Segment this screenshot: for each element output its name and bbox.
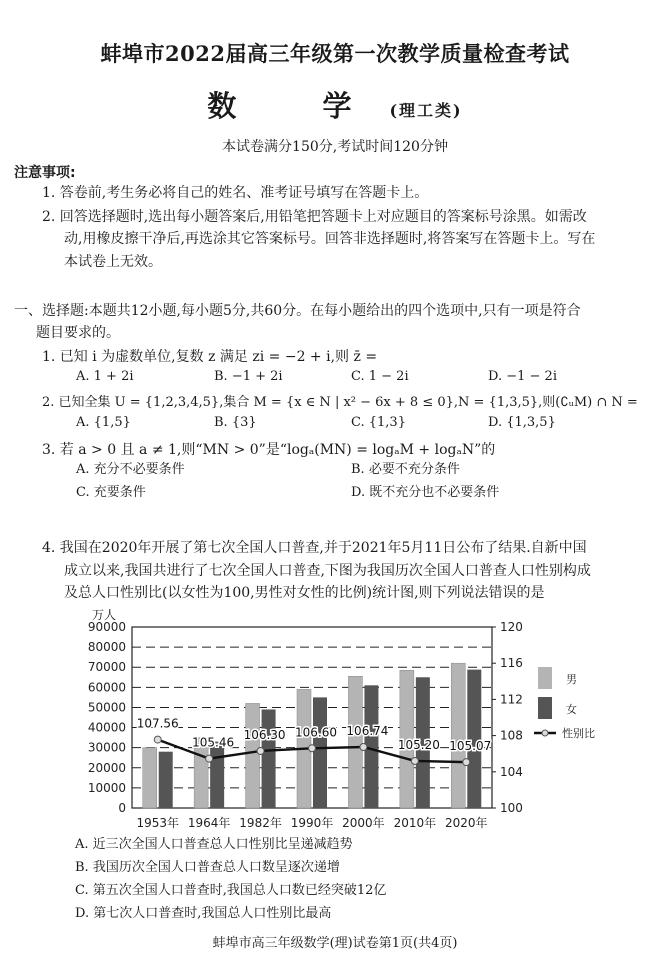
question-2-options bbox=[76, 414, 662, 432]
ratio-label: 107.56 bbox=[136, 716, 179, 731]
x-tick-label: 1982年 bbox=[239, 816, 282, 830]
q1-option-a: A. 1 + 2i bbox=[76, 369, 134, 384]
q2-option-b: B. {3} bbox=[214, 415, 257, 430]
legend-swatch-male bbox=[538, 667, 552, 689]
q1-option-b: B. −1 + 2i bbox=[214, 369, 283, 384]
y-tick-label: 80000 bbox=[87, 640, 126, 655]
q3-option-a: A. 充分不必要条件 bbox=[76, 462, 185, 477]
question-1-stem: 1. 已知 i 为虚数单位,复数 z 满足 zi = −2 + i,则 z̄ = bbox=[42, 349, 378, 365]
section-heading: 一、选择题:本题共12小题,每小题5分,共60分。在每小题给出的四个选项中,只有一项是符合 bbox=[14, 303, 581, 319]
bar-female bbox=[313, 697, 327, 808]
x-tick-label: 1964年 bbox=[187, 816, 231, 830]
subject-note: (理工类) bbox=[389, 101, 463, 120]
bar-female bbox=[159, 752, 173, 808]
legend-label-male: 男 bbox=[566, 673, 577, 686]
q4-option-d: D. 第七次人口普查时,我国总人口性别比最高 bbox=[75, 906, 332, 921]
question-4-answers bbox=[75, 835, 655, 924]
bar-male bbox=[143, 748, 157, 808]
legend-point-ratio bbox=[542, 730, 548, 736]
notice-item-1: 1. 答卷前,考生务必将自己的姓名、准考证号填写在答题卡上。 bbox=[42, 185, 429, 201]
question-4-line-1: 4. 我国在2020年开展了第七次全国人口普查,并于2021年5月11日公布了结果.自新中国 bbox=[42, 540, 587, 556]
section-heading-cont: 题目要求的。 bbox=[36, 325, 120, 341]
q4-option-c: C. 第五次全国人口普查时,我国总人口数已经突破12亿 bbox=[75, 883, 387, 898]
y2-tick-label: 120 bbox=[500, 620, 523, 634]
q2-option-c: C. {1,3} bbox=[351, 415, 406, 430]
population-chart bbox=[60, 605, 620, 841]
ratio-label: 106.60 bbox=[295, 725, 337, 740]
ratio-label: 105.20 bbox=[397, 737, 440, 752]
notice-item-2-end: 本试卷上无效。 bbox=[64, 254, 162, 270]
bar-female bbox=[210, 742, 224, 808]
q4-option-b: B. 我国历次全国人口普查总人口数呈逐次递增 bbox=[75, 860, 340, 875]
legend-swatch-female bbox=[538, 697, 552, 719]
y2-tick-label: 116 bbox=[500, 656, 523, 671]
exam-title: 蚌埠市2022届高三年级第一次教学质量检查考试 bbox=[100, 41, 570, 66]
y-tick-label: 40000 bbox=[87, 720, 126, 735]
question-4-line-3: 及总人口性别比(以女性为100,男性对女性的比例)统计图,则下列说法错误的是 bbox=[64, 585, 545, 601]
population-chart-svg bbox=[60, 605, 620, 837]
bar-female bbox=[262, 709, 276, 808]
ratio-point bbox=[360, 744, 367, 751]
y-tick-label: 20000 bbox=[87, 760, 126, 775]
y2-tick-label: 112 bbox=[500, 692, 523, 707]
question-3 bbox=[42, 439, 657, 505]
ratio-label: 105.07 bbox=[449, 739, 492, 754]
q3-option-c: C. 充要条件 bbox=[76, 485, 146, 500]
y-axis-label: 万人 bbox=[92, 608, 117, 622]
y-tick-label: 90000 bbox=[87, 620, 126, 634]
page-footer: 蚌埠市高三年级数学(理)试卷第1页(共4页) bbox=[212, 936, 458, 951]
y-tick-label: 30000 bbox=[87, 740, 126, 755]
y-tick-label: 0 bbox=[118, 801, 126, 815]
ratio-point bbox=[411, 757, 418, 764]
q4-option-a: A. 近三次全国人口普查总人口性别比呈递减趋势 bbox=[75, 837, 353, 852]
question-4-line-2: 成立以来,我国共进行了七次全国人口普查,下图为我国历次全国人口普查人口性别构成 bbox=[64, 563, 591, 579]
question-3-options bbox=[76, 461, 657, 505]
q2-option-d: D. {1,3,5} bbox=[488, 415, 556, 430]
y-tick-label: 50000 bbox=[87, 700, 126, 715]
ratio-point bbox=[206, 755, 213, 762]
q3-option-b: B. 必要不充分条件 bbox=[351, 462, 460, 477]
y2-tick-label: 104 bbox=[500, 764, 523, 779]
q1-option-c: C. 1 − 2i bbox=[351, 369, 409, 384]
plot-frame bbox=[132, 627, 492, 808]
x-tick-label: 1990年 bbox=[290, 816, 334, 830]
question-1-options bbox=[76, 368, 657, 386]
ratio-label: 105.46 bbox=[192, 735, 235, 750]
x-tick-label: 2010年 bbox=[393, 816, 437, 830]
question-1 bbox=[42, 346, 657, 386]
y-tick-label: 10000 bbox=[87, 780, 126, 795]
x-tick-label: 1953年 bbox=[136, 816, 179, 830]
y-tick-label: 70000 bbox=[87, 660, 126, 675]
legend-label-female: 女 bbox=[566, 703, 577, 716]
bar-male bbox=[246, 703, 260, 808]
y2-tick-label: 100 bbox=[500, 801, 523, 815]
x-tick-label: 2000年 bbox=[342, 816, 385, 830]
notice-item-2-cont: 动,用橡皮擦干净后,再选涂其它答案标号。回答非选择题时,将答案写在答题卡上。写在 bbox=[64, 231, 596, 247]
question-2-stem: 2. 已知全集 U = {1,2,3,4,5},集合 M = {x ∈ N | x² − 6x + 8 ≤ 0},N = {1,3,5},则(∁ᵤM) ∩ N = bbox=[42, 395, 638, 410]
x-tick-label: 2020年 bbox=[445, 816, 488, 830]
subject-name: 数 学 bbox=[207, 89, 390, 123]
notice-item-2: 2. 回答选择题时,选出每小题答案后,用铅笔把答题卡上对应题目的答案标号涂黑。如需改 bbox=[42, 209, 587, 225]
q3-option-d: D. 既不充分也不必要条件 bbox=[351, 485, 500, 500]
subject-heading bbox=[0, 84, 670, 125]
question-3-stem: 3. 若 a > 0 且 a ≠ 1,则“MN > 0”是“logₐ(MN) = logₐM + logₐN”的 bbox=[42, 442, 496, 458]
ratio-label: 106.74 bbox=[346, 724, 389, 739]
y2-tick-label: 108 bbox=[500, 728, 523, 743]
y-tick-label: 60000 bbox=[87, 680, 126, 695]
exam-info: 本试卷满分150分,考试时间120分钟 bbox=[222, 139, 448, 155]
bar-male bbox=[451, 663, 465, 808]
q1-option-d: D. −1 − 2i bbox=[488, 369, 557, 384]
ratio-point bbox=[154, 736, 161, 743]
ratio-point bbox=[309, 745, 316, 752]
bar-male bbox=[348, 676, 362, 808]
ratio-point bbox=[463, 759, 470, 766]
legend-label-ratio: 性别比 bbox=[562, 727, 595, 740]
q2-option-a: A. {1,5} bbox=[76, 415, 131, 430]
ratio-point bbox=[257, 747, 264, 754]
question-2 bbox=[42, 392, 662, 432]
notice-heading: 注意事项: bbox=[14, 165, 76, 181]
ratio-label: 106.30 bbox=[243, 727, 286, 742]
